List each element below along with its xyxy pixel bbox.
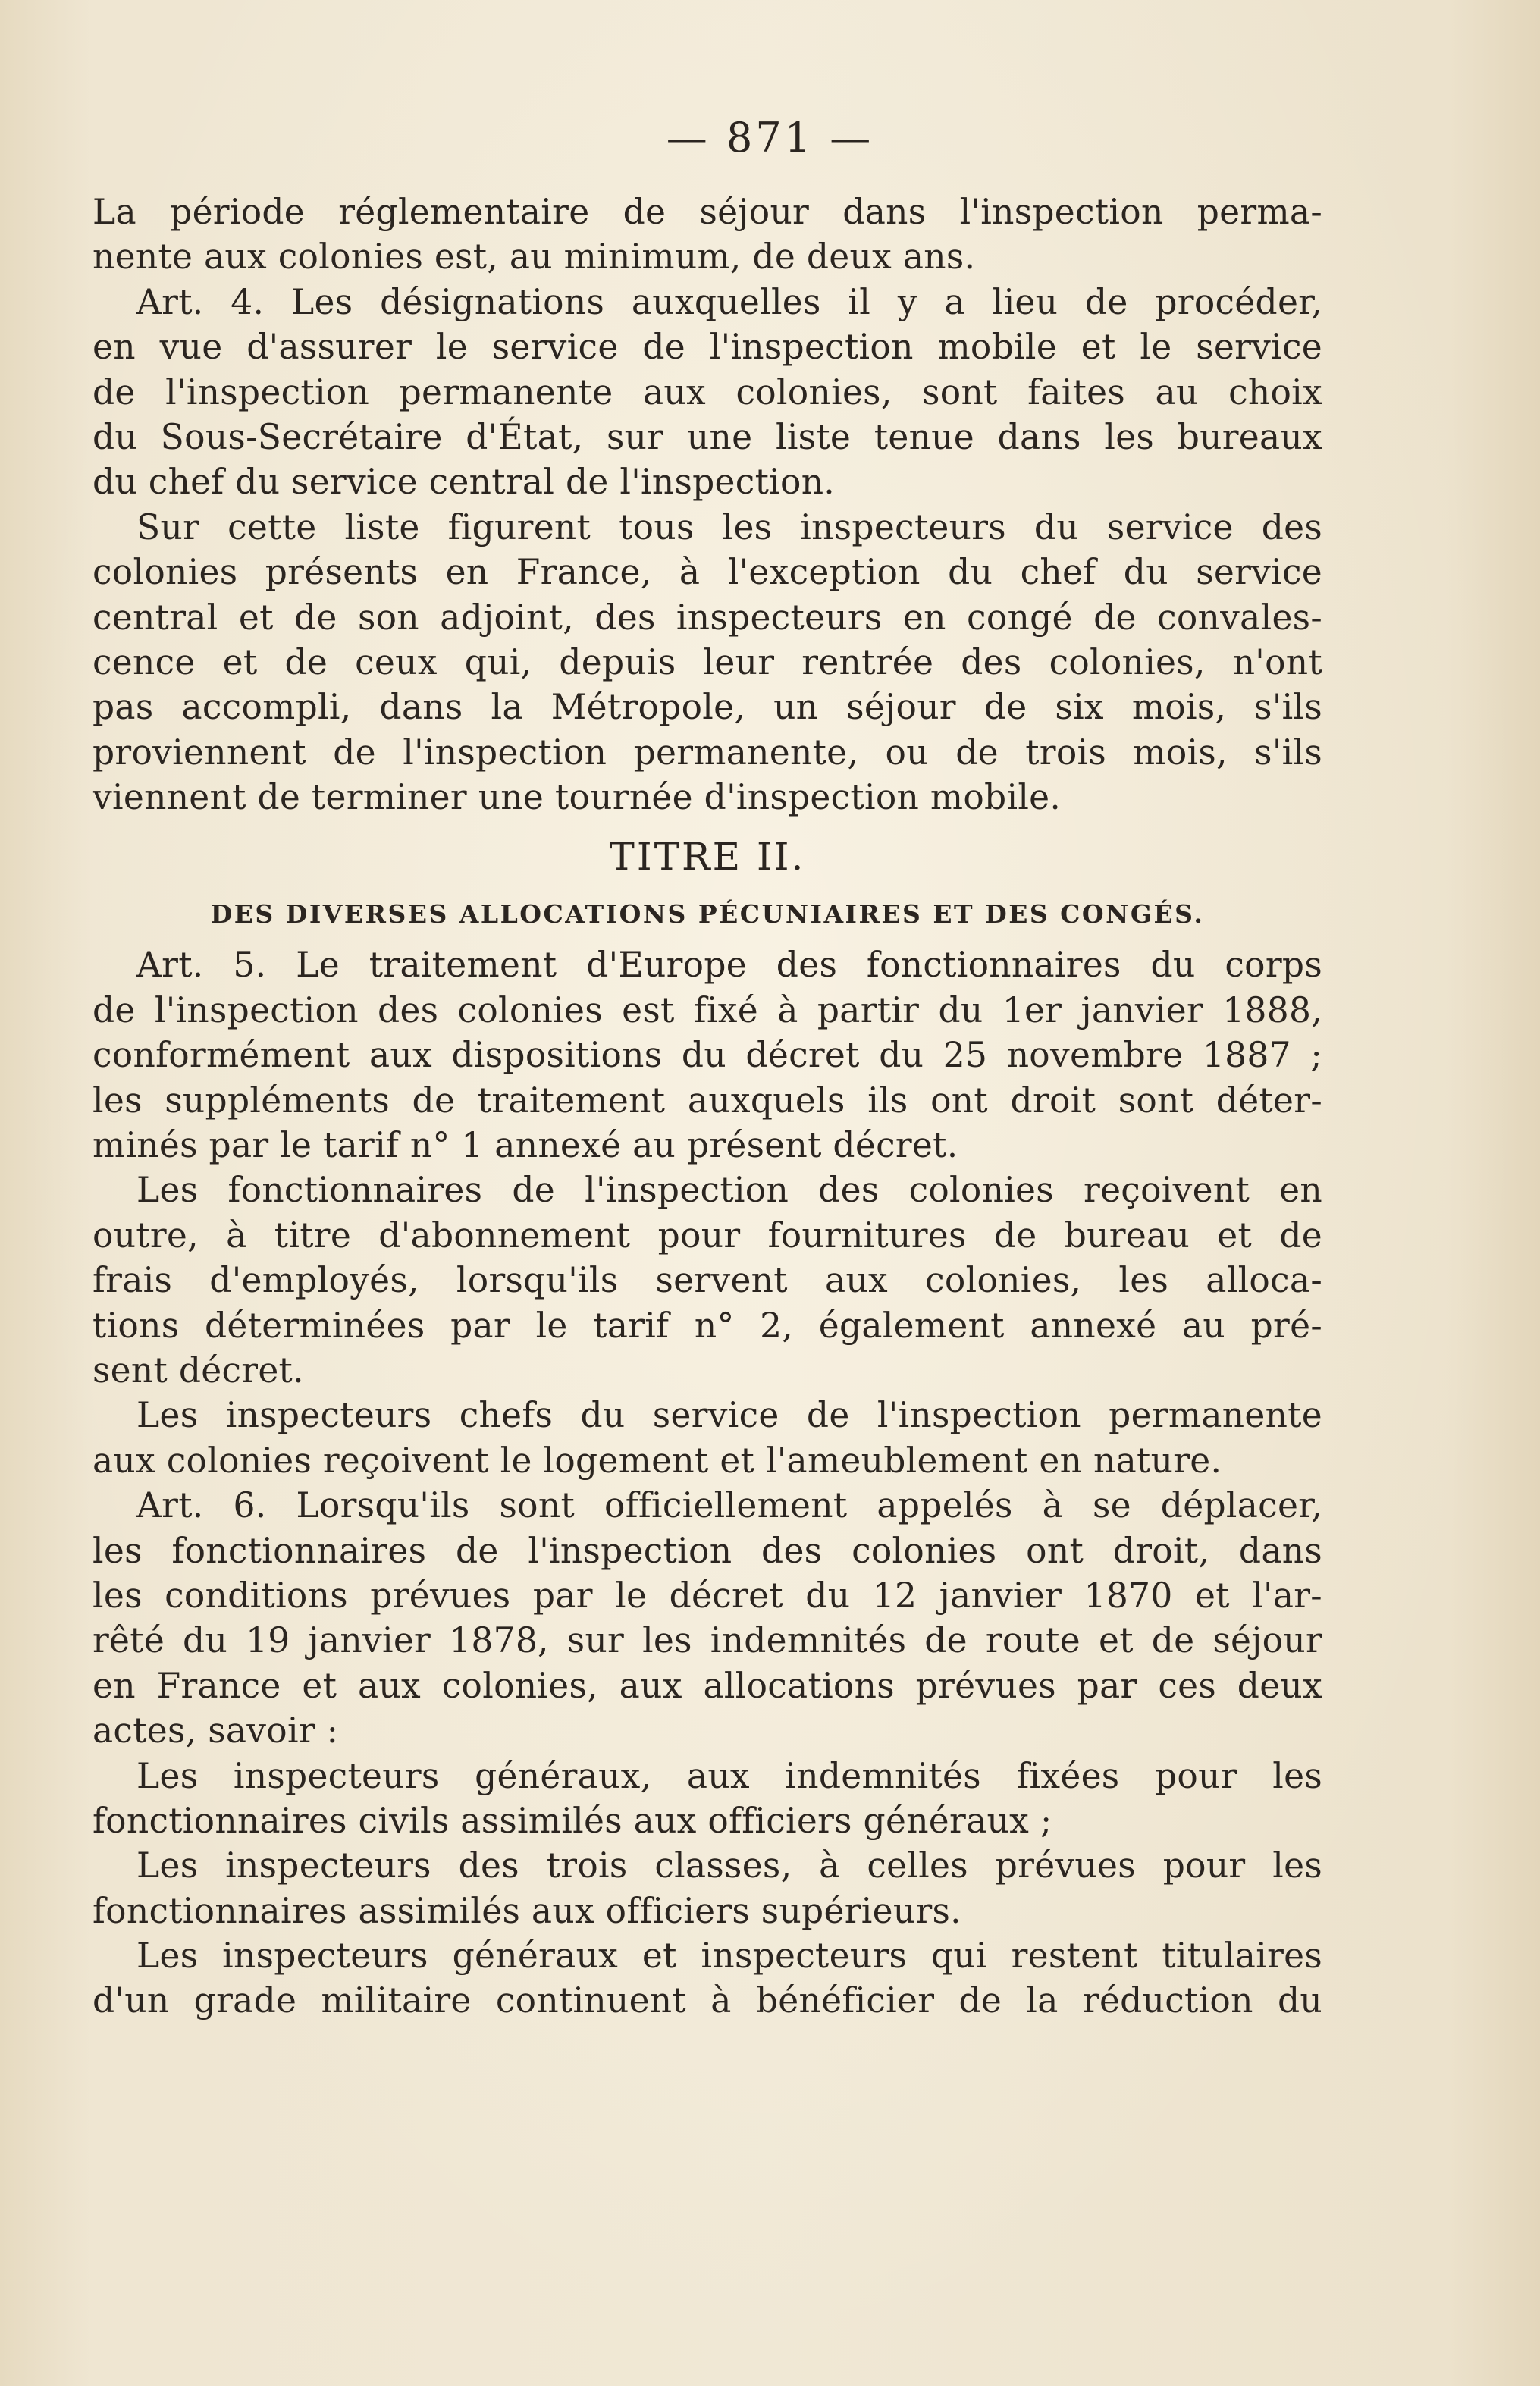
text-line: Art. 5. Le traitement d'Europe des fonctionnaires du corps <box>136 945 1322 986</box>
text-line: La période réglementaire de séjour dans l'inspection perma- <box>93 192 1322 232</box>
text-line: du Sous-Secrétaire d'État, sur une liste tenue dans les bureaux <box>93 416 1322 457</box>
text-line: pas accompli, dans la Métropole, un séjour de six mois, s'ils <box>93 687 1322 728</box>
text-line: proviennent de l'inspection permanente, ou de trois mois, s'ils <box>93 732 1322 773</box>
text-line: sent décret. <box>93 1350 304 1391</box>
section-title: TITRE II. <box>609 835 806 879</box>
text-line: fonctionnaires civils assimilés aux officiers généraux ; <box>93 1800 1052 1841</box>
text-line: outre, à titre d'abonnement pour fournitures de bureau et de <box>93 1215 1322 1256</box>
text-line: minés par le tarif n° 1 annexé au présent décret. <box>93 1125 958 1166</box>
text-line: de l'inspection des colonies est fixé à partir du 1er janvier 1888, <box>93 989 1322 1030</box>
text-line: les fonctionnaires de l'inspection des colonies ont droit, dans <box>93 1530 1322 1571</box>
text-line: Art. 4. Les désignations auxquelles il y a lieu de procéder, <box>136 281 1322 322</box>
text-line: Les inspecteurs généraux et inspecteurs qui restent titulaires <box>136 1936 1322 1977</box>
text-line: viennent de terminer une tournée d'inspection mobile. <box>93 777 1062 818</box>
text-line: Art. 6. Lorsqu'ils sont officiellement appelés à se déplacer, <box>136 1485 1322 1526</box>
text-line: du chef du service central de l'inspection. <box>93 462 836 503</box>
text-line: nente aux colonies est, au minimum, de deux ans. <box>93 237 976 277</box>
body-text <box>93 190 1322 2024</box>
text-line: les conditions prévues par le décret du 12 janvier 1870 et l'ar- <box>93 1575 1322 1616</box>
page-number: — 871 — <box>666 114 874 161</box>
text-line: aux colonies reçoivent le logement et l'ameublement en nature. <box>93 1440 1222 1481</box>
text-line: de l'inspection permanente aux colonies, sont faites au choix <box>93 372 1322 412</box>
text-line: Sur cette liste figurent tous les inspecteurs du service des <box>136 506 1322 547</box>
text-line: rêté du 19 janvier 1878, sur les indemnités de route et de séjour <box>93 1620 1322 1661</box>
text-line: cence et de ceux qui, depuis leur rentrée des colonies, n'ont <box>93 641 1322 682</box>
text-line: fonctionnaires assimilés aux officiers supérieurs. <box>93 1890 961 1931</box>
text-line: d'un grade militaire continuent à bénéficier de la réduction du <box>93 1980 1322 2021</box>
text-line: Les inspecteurs chefs du service de l'inspection permanente <box>136 1395 1322 1436</box>
text-line: en vue d'assurer le service de l'inspection mobile et le service <box>93 327 1322 368</box>
section-subtitle: DES DIVERSES ALLOCATIONS PÉCUNIAIRES ET DES CONGÉS. <box>210 899 1205 930</box>
text-line: conformément aux dispositions du décret du 25 novembre 1887 ; <box>93 1035 1322 1076</box>
text-line: Les inspecteurs généraux, aux indemnités fixées pour les <box>136 1755 1322 1796</box>
text-line: en France et aux colonies, aux allocations prévues par ces deux <box>93 1665 1322 1706</box>
text-line: tions déterminées par le tarif n° 2, également annexé au pré- <box>93 1305 1322 1346</box>
text-line: central et de son adjoint, des inspecteurs en congé de convales- <box>93 597 1322 638</box>
text-line: les suppléments de traitement auxquels ils ont droit sont déter- <box>93 1080 1322 1121</box>
text-line: Les fonctionnaires de l'inspection des colonies reçoivent en <box>136 1170 1322 1211</box>
text-line: actes, savoir : <box>93 1710 339 1751</box>
text-line: frais d'employés, lorsqu'ils servent aux colonies, les alloca- <box>93 1260 1322 1301</box>
text-line: Les inspecteurs des trois classes, à celles prévues pour les <box>136 1845 1322 1886</box>
text-line: colonies présents en France, à l'exception du chef du service <box>93 552 1322 593</box>
